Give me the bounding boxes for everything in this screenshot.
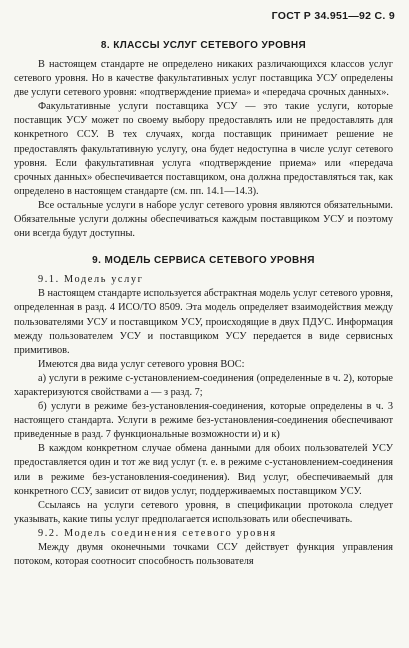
section-8-title: 8. КЛАССЫ УСЛУГ СЕТЕВОГО УРОВНЯ — [100, 40, 307, 51]
section-8-paragraph: Факультативные услуги поставщика УСУ — это такие услуги, которые поставщик УСУ может по своему выбору предоставлять или не предоставлять для конкретного ССУ. В тех случаях, когда поставщик принимает решение не предоставлять факультативную услугу, она будет недоступна в числе услуг сетевого уровня. Если факультативная услуга «подтверждение приема» или «передача срочных данных» обеспечивается поставщиком, она должна предоставляться так, как определено в настоящем стандарте (см. пп. 14.1—14.3). — [14, 101, 393, 197]
page-content — [14, 40, 393, 569]
section-9-title: 9. МОДЕЛЬ СЕРВИСА СЕТЕВОГО УРОВНЯ — [92, 255, 315, 267]
subsection-9-1-title: 9.1. Модель услуг — [38, 274, 144, 286]
section-9-paragraph: В настоящем стандарте используется абстрактная модель услуг сетевого уровня, определенная в разд. 4 ИСО/ТО 8509. Эта модель определяет взаимодействия между пользователями УСУ и поставщиком УСУ, происходящие в двух ПДУС. Информация между пользователем УСУ и поставщиком УСУ передается в виде сервисных примитивов. — [14, 288, 393, 356]
section-9-paragraph: В каждом конкретном случае обмена данными для обоих пользователей УСУ предоставляется один и тот же вид услуг (т. е. в режиме с-установлением-соединения или в режиме без-установления-соединения). Вид услуг, обеспечиваемый для конкретного ССУ, зависит от видов услуг, поддерживаемых поставщиком УСУ. — [14, 443, 393, 497]
page-header: ГОСТ Р 34.951—92 С. 9 — [271, 10, 395, 22]
list-item-a: а) услуги в режиме с-установлением-соединения (определенные в ч. 2), которые характеризуются свойствами а — з разд. 7; — [14, 372, 393, 398]
list-item-b: б) услуги в режиме без-установления-соединения, которые определены в ч. 3 настоящего стандарта. Услуги в режиме без-установления-соединения обеспечивают приведенные в разд. 7 функциональные возможности и) и к) — [14, 401, 393, 441]
section-8-paragraph: В настоящем стандарте не определено никаких различающихся классов услуг сетевого уровня. Но в качестве факультативных услуг поставщика УСУ определены две услуги сетевого уровня: «подтверждение приема» и «передача срочных данных». — [14, 59, 393, 99]
subsection-9-2-title: 9.2. Модель соединения сетевого уровня — [38, 527, 277, 539]
section-9-paragraph: Ссылаясь на услуги сетевого уровня, в спецификации протокола следует указывать, какие типы услуг предполагается использовать или обеспечивать. — [14, 499, 393, 525]
section-9-paragraph: Имеются два вида услуг сетевого уровня ВОС: — [38, 358, 245, 370]
section-gap — [14, 241, 393, 255]
section-9-paragraph: Между двумя оконечными точками ССУ действует функция управления потоком, которая соотносит способность пользователя — [14, 542, 393, 568]
section-8-paragraph: Все остальные услуги в наборе услуг сетевого уровня являются обязательными. Обязательные услуги должны обеспечиваться каждым поставщиком УСУ и поэтому они всегда будут доступны. — [14, 199, 393, 240]
